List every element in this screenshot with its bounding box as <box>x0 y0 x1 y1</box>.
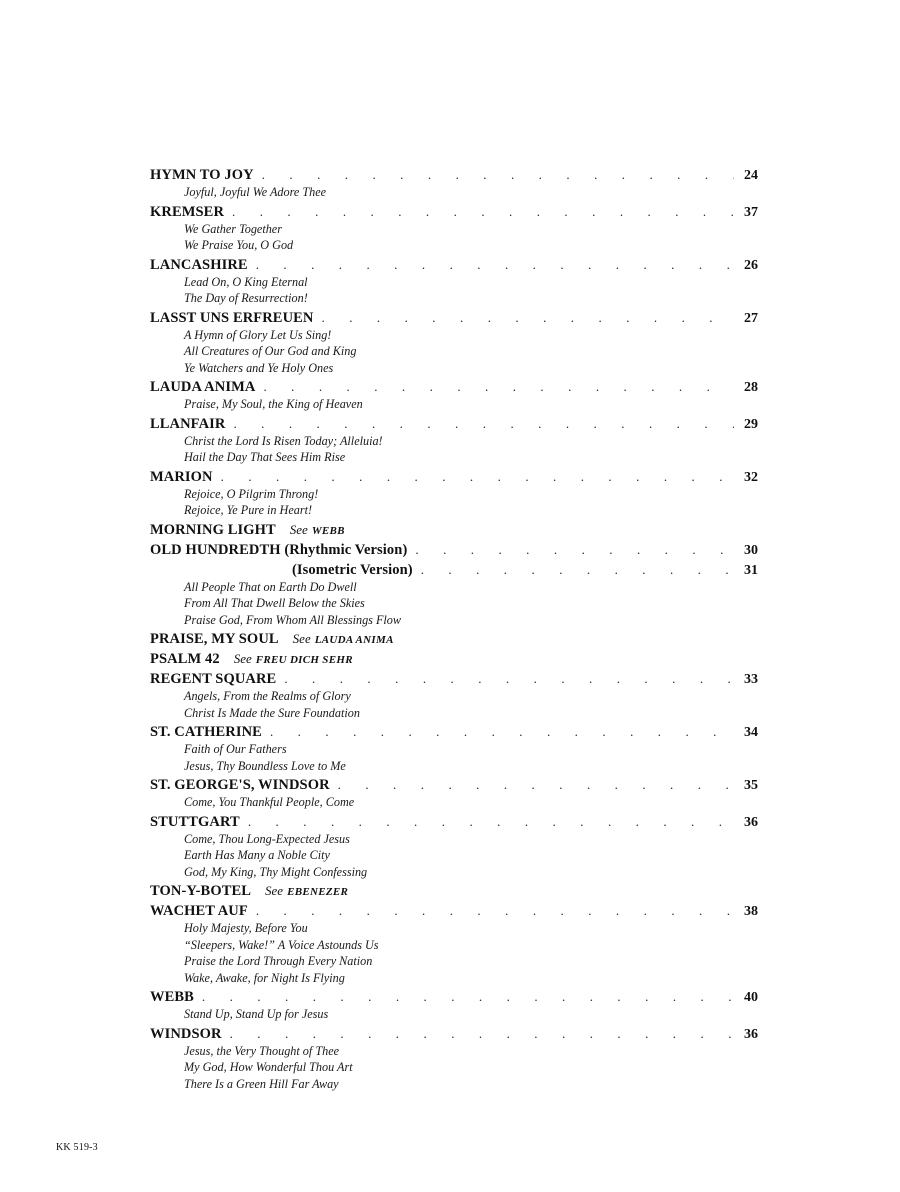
index-entry <box>150 467 758 519</box>
see-label: See <box>265 883 284 898</box>
dot-leader <box>202 987 734 1006</box>
see-reference <box>234 649 353 670</box>
page-number: 33 <box>744 672 758 687</box>
tune-name: WINDSOR <box>150 1025 222 1042</box>
see-target: EBENEZER <box>287 886 349 898</box>
hymn-title: Praise, My Soul, the King of Heaven <box>184 397 363 411</box>
dot-leader <box>270 722 734 741</box>
tune-line <box>150 629 758 648</box>
tune-line <box>150 881 758 900</box>
tune-name: OLD HUNDREDTH (Rhythmic Version) <box>150 541 408 558</box>
hymn-title: There Is a Green Hill Far Away <box>184 1076 339 1091</box>
dot-leader <box>415 540 734 559</box>
tune-line <box>150 812 758 831</box>
index-entry <box>150 775 758 811</box>
tune-name: HYMN TO JOY <box>150 167 254 183</box>
hymn-title: Praise the Lord Through Every Nation <box>184 954 373 968</box>
page-number: 36 <box>744 814 758 830</box>
index-entry <box>150 669 758 721</box>
hymn-title: Christ the Lord Is Risen Today; Alleluia! <box>184 433 383 448</box>
index-entry <box>150 987 758 1023</box>
hymn-title: All Creatures of Our God and King <box>184 344 357 358</box>
tune-name: MARION <box>150 468 213 485</box>
dot-leader <box>338 775 734 794</box>
page-number: 38 <box>744 904 758 919</box>
index-entry <box>150 202 758 254</box>
hymn-title: All People That on Earth Do Dwell <box>184 579 357 594</box>
index-entry <box>150 377 758 413</box>
page-number: 35 <box>744 778 758 793</box>
hymn-title: Lead On, O King Eternal <box>184 274 308 289</box>
hymn-title: Hail the Day That Sees Him Rise <box>184 450 346 464</box>
dot-leader <box>322 308 735 327</box>
index-entry <box>150 629 758 648</box>
tune-line <box>150 901 758 920</box>
page-number: 34 <box>744 725 758 740</box>
dot-leader <box>256 901 734 920</box>
index-entry <box>150 414 758 466</box>
see-label: See <box>233 651 252 666</box>
tune-line <box>150 467 758 486</box>
hymn-title: My God, How Wonderful Thou Art <box>184 1060 353 1074</box>
hymn-title: Jesus, the Very Thought of Thee <box>184 1043 340 1058</box>
catalog-code: KK 519-3 <box>56 1142 98 1153</box>
tune-line <box>150 414 758 433</box>
tune-name: ST. GEORGE'S, WINDSOR <box>150 777 330 793</box>
page-number: 24 <box>744 168 758 183</box>
page-number: 36 <box>744 1026 758 1042</box>
see-label: See <box>292 631 311 646</box>
tune-name: STUTTGART <box>150 813 240 830</box>
hymn-title: Come, You Thankful People, Come <box>184 795 355 809</box>
hymn-title: Faith of Our Fathers <box>184 742 287 756</box>
tune-name: PSALM 42 <box>150 651 220 667</box>
index-entry <box>150 540 758 629</box>
tune-line <box>150 775 758 794</box>
index-entry <box>150 812 758 881</box>
index-entry <box>150 255 758 307</box>
tune-name: LLANFAIR <box>150 415 226 432</box>
hymn-title: Praise God, From Whom All Blessings Flow <box>184 612 401 627</box>
page-number: 32 <box>744 469 758 485</box>
index-entry <box>150 308 758 377</box>
tune-line-alt-version <box>150 560 758 579</box>
tune-name: WEBB <box>150 989 194 1005</box>
page-number: 31 <box>744 562 758 578</box>
see-label: See <box>289 521 308 537</box>
dot-leader <box>256 255 734 274</box>
tune-name: TON-Y-BOTEL <box>150 883 252 899</box>
tune-name: WACHET AUF <box>150 903 248 919</box>
page-number: 26 <box>744 257 758 273</box>
hymn-title: Christ Is Made the Sure Foundation <box>184 705 360 720</box>
tune-line <box>150 165 758 184</box>
dot-leader <box>230 1024 734 1043</box>
tune-line <box>150 308 758 327</box>
hymn-title: Rejoice, Ye Pure in Heart! <box>184 503 313 517</box>
tune-name: LAUDA ANIMA <box>150 379 256 395</box>
tune-name: LANCASHIRE <box>150 256 248 273</box>
index-entry <box>150 722 758 774</box>
index-entry <box>150 901 758 986</box>
tune-name: ST. CATHERINE <box>150 724 262 740</box>
tune-name: LASST UNS ERFREUEN <box>150 309 314 326</box>
hymn-title: Ye Watchers and Ye Holy Ones <box>184 360 334 375</box>
hymn-title: Holy Majesty, Before You <box>184 921 308 935</box>
hymn-title: Come, Thou Long-Expected Jesus <box>184 831 350 846</box>
tune-line <box>150 1024 758 1043</box>
hymn-title: “Sleepers, Wake!” A Voice Astounds Us <box>184 937 379 952</box>
tune-line <box>150 377 758 396</box>
page-number: 40 <box>744 990 758 1005</box>
index-entry <box>150 1024 758 1093</box>
see-target: WEBB <box>311 524 345 537</box>
see-target: FREU DICH SEHR <box>255 654 353 666</box>
dot-leader <box>232 202 734 221</box>
see-reference <box>265 881 348 902</box>
dot-leader <box>248 812 734 831</box>
hymn-title: Earth Has Many a Noble City <box>184 848 330 862</box>
see-reference <box>290 520 345 541</box>
page-number: 37 <box>744 204 758 220</box>
hymn-title: Jesus, Thy Boundless Love to Me <box>184 758 346 773</box>
hymn-title: Rejoice, O Pilgrim Throng! <box>184 486 319 501</box>
see-reference <box>293 629 394 650</box>
hymn-title: Joyful, Joyful We Adore Thee <box>184 185 327 199</box>
hymn-title: Wake, Awake, for Night Is Flying <box>184 970 345 985</box>
index-entry <box>150 649 758 668</box>
hymn-title: Stand Up, Stand Up for Jesus <box>184 1007 329 1021</box>
tune-line <box>150 722 758 741</box>
tune-name: PRAISE, MY SOUL <box>150 631 279 647</box>
page-number: 29 <box>744 416 758 432</box>
tune-line <box>150 987 758 1006</box>
tune-line <box>150 255 758 274</box>
dot-leader <box>284 669 734 688</box>
tune-line <box>150 520 758 539</box>
hymn-title: Angels, From the Realms of Glory <box>184 689 351 703</box>
page-number: 30 <box>744 542 758 558</box>
tune-line <box>150 669 758 688</box>
dot-leader <box>262 165 734 184</box>
hymn-title: We Praise You, O God <box>184 238 294 252</box>
hymn-title: We Gather Together <box>184 221 282 236</box>
see-target: LAUDA ANIMA <box>314 634 394 646</box>
hymn-title: The Day of Resurrection! <box>184 291 308 305</box>
page-number: 27 <box>744 310 758 326</box>
hymn-title: A Hymn of Glory Let Us Sing! <box>184 327 332 342</box>
dot-leader <box>233 414 734 433</box>
tune-index <box>150 164 758 1092</box>
index-entry <box>150 520 758 539</box>
hymn-title: From All That Dwell Below the Skies <box>184 596 365 610</box>
dot-leader <box>221 467 734 486</box>
index-entry <box>150 165 758 201</box>
tune-version: (Isometric Version) <box>292 561 413 578</box>
dot-leader <box>263 377 734 396</box>
tune-line <box>150 202 758 221</box>
tune-line <box>150 649 758 668</box>
tune-name: KREMSER <box>150 203 225 220</box>
tune-name: REGENT SQUARE <box>150 671 277 687</box>
dot-leader <box>421 560 734 579</box>
hymn-title: God, My King, Thy Might Confessing <box>184 864 368 879</box>
tune-line <box>150 540 758 559</box>
index-entry <box>150 881 758 900</box>
page-number: 28 <box>744 380 758 395</box>
tune-name: MORNING LIGHT <box>150 521 276 538</box>
